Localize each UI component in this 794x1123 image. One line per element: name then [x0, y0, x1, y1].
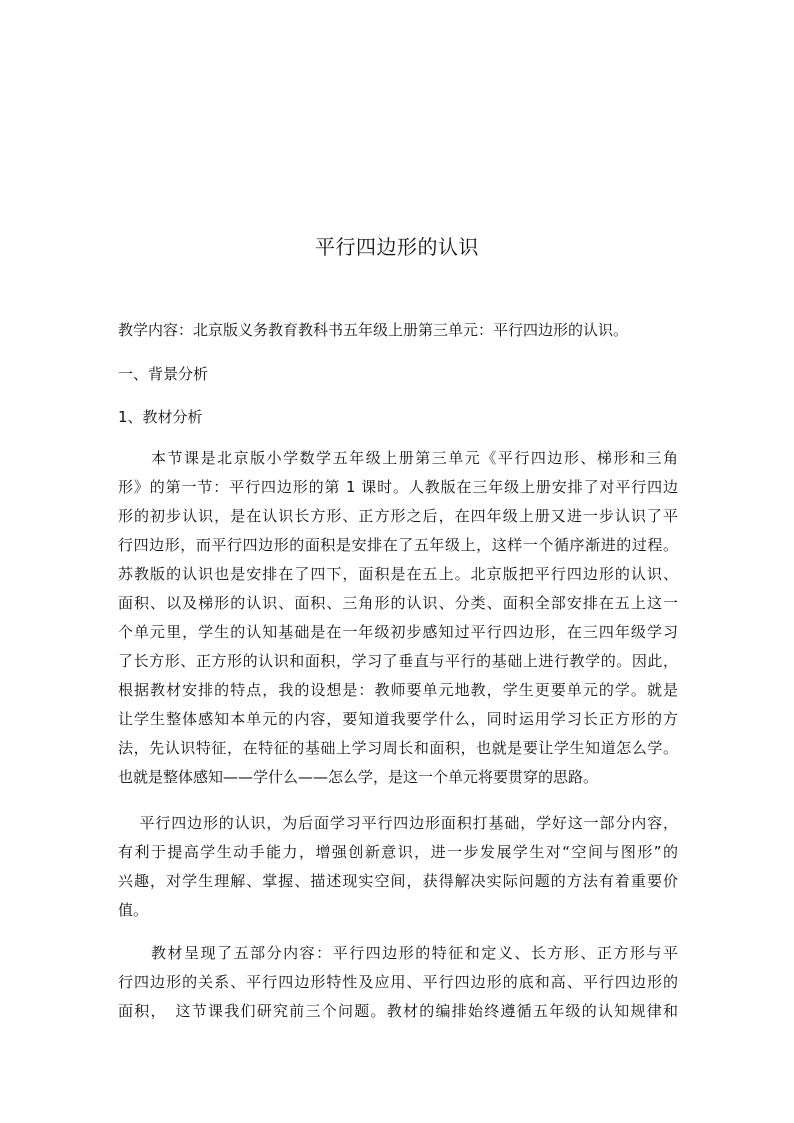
- paragraph-line: 有利于提高学生动手能力，增强创新意识，进一步发展学生对“空间与图形”的: [118, 843, 678, 861]
- paragraph-line: 面积、以及梯形的认识、面积、三角形的认识、分类、面积全部安排在五上这一: [118, 594, 678, 612]
- paragraph-line: 了长方形、正方形的认识和面积，学习了垂直与平行的基础上进行教学的。因此，: [118, 652, 678, 670]
- paragraph-line: 个单元里，学生的认知基础是在一年级初步感知过平行四边形，在三四年级学习: [118, 623, 678, 641]
- teaching-content-line: 教学内容：北京版义务教育教科书五年级上册第三单元：平行四边形的认识。: [118, 321, 629, 339]
- subsection-heading-textbook: 1、教材分析: [118, 408, 203, 426]
- paragraph-line: 也就是整体感知——学什么——怎么学，是这一个单元将要贯穿的思路。: [118, 768, 599, 786]
- paragraph-line: 本节课是北京版小学数学五年级上册第三单元《平行四边形、梯形和三角: [118, 449, 678, 467]
- paragraph-line: 根据教材安排的特点，我的设想是：教师要单元地教，学生更要单元的学。就是: [118, 681, 678, 699]
- paragraph-significance: [118, 809, 678, 925]
- paragraph-textbook-analysis: [118, 444, 678, 792]
- paragraph-line: 形的初步认识，是在认识长方形、正方形之后，在四年级上册又进一步认识了平: [118, 507, 678, 525]
- paragraph-line: 法，先认识特征，在特征的基础上学习周长和面积，也就是要让学生知道怎么学。: [118, 739, 678, 757]
- paragraph-line: 行四边形，而平行四边形的面积是安排在了五年级上，这样一个循序渐进的过程。: [118, 536, 678, 554]
- paragraph-line: 教材呈现了五部分内容：平行四边形的特征和定义、长方形、正方形与平: [118, 944, 678, 962]
- paragraph-line: 让学生整体感知本单元的内容，要知道我要学什么，同时运用学习长正方形的方: [118, 710, 678, 728]
- paragraph-line: 行四边形的关系、平行四边形特性及应用、平行四边形的底和高、平行四边形的: [118, 973, 678, 991]
- document-title: 平行四边形的认识: [315, 235, 479, 259]
- paragraph-line: 形》的第一节：平行四边形的第 1 课时。人教版在三年级上册安排了对平行四边: [118, 478, 678, 496]
- paragraph-line: 兴趣，对学生理解、掌握、描述现实空间，获得解决实际问题的方法有着重要价: [118, 872, 678, 890]
- section-heading-background: 一、背景分析: [118, 365, 209, 383]
- paragraph-line: 面积， 这节课我们研究前三个问题。教材的编排始终遵循五年级的认知规律和: [118, 1002, 678, 1020]
- paragraph-textbook-content: [118, 939, 678, 1026]
- paragraph-line: 平行四边形的认识，为后面学习平行四边形面积打基础，学好这一部分内容，: [118, 814, 678, 832]
- paragraph-line: 苏教版的认识也是安排在了四下，面积是在五上。北京版把平行四边形的认识、: [118, 565, 678, 583]
- paragraph-line: 值。: [118, 901, 149, 919]
